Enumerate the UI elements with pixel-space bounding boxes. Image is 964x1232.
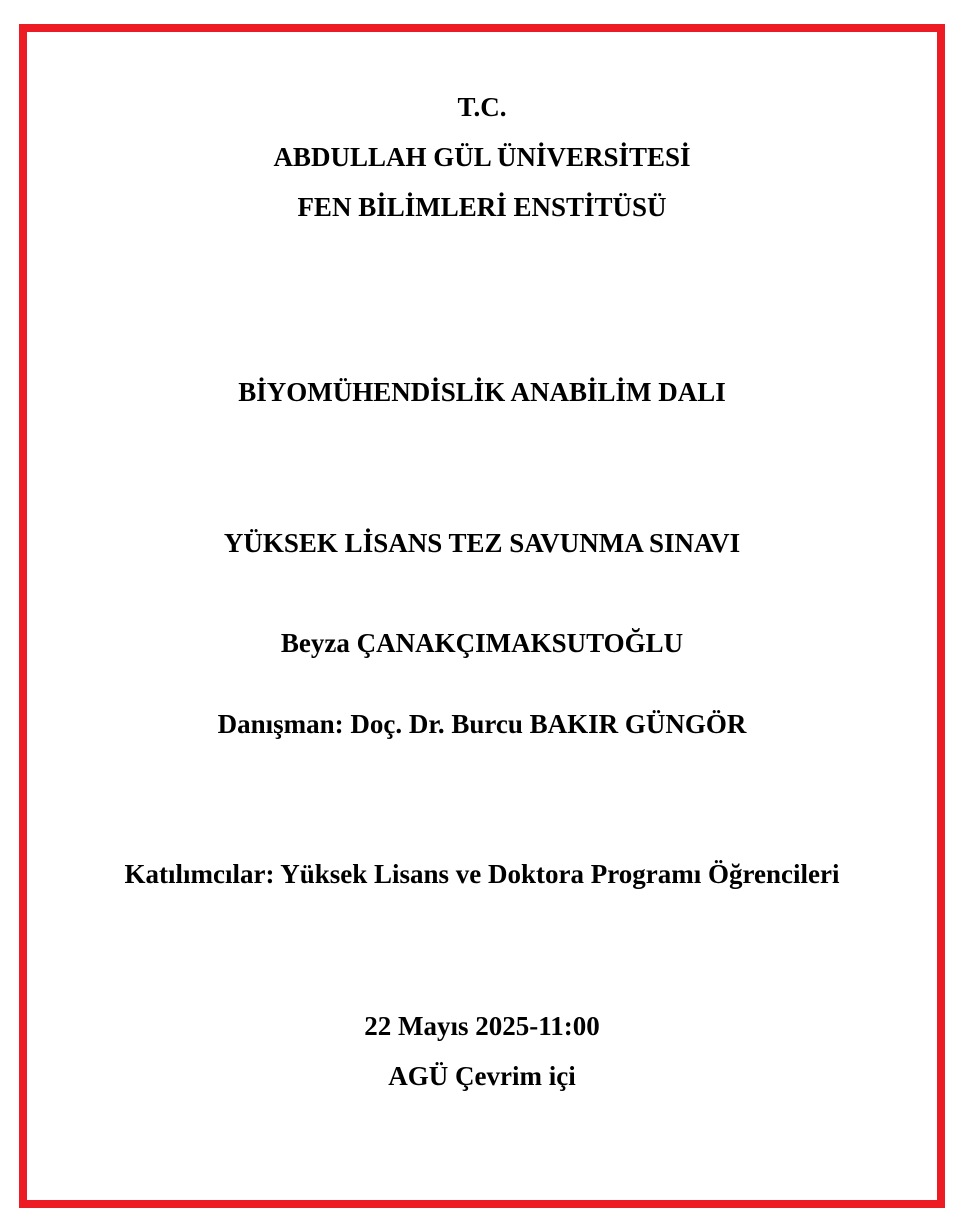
participants-line: Katılımcılar: Yüksek Lisans ve Doktora Programı Öğrencileri <box>124 859 840 889</box>
event-datetime: 22 Mayıs 2025-11:00 <box>364 1011 600 1041</box>
country-label: T.C. <box>457 92 507 122</box>
university-name: ABDULLAH GÜL ÜNİVERSİTESİ <box>273 142 691 172</box>
department-name: BİYOMÜHENDİSLİK ANABİLİM DALI <box>238 377 726 407</box>
candidate-name: Beyza ÇANAKÇIMAKSUTOĞLU <box>280 628 684 658</box>
event-title: YÜKSEK LİSANS TEZ SAVUNMA SINAVI <box>223 528 741 558</box>
event-location: AGÜ Çevrim içi <box>388 1061 576 1091</box>
advisor-line: Danışman: Doç. Dr. Burcu BAKIR GÜNGÖR <box>217 709 747 739</box>
institute-name: FEN BİLİMLERİ ENSTİTÜSÜ <box>297 192 667 222</box>
